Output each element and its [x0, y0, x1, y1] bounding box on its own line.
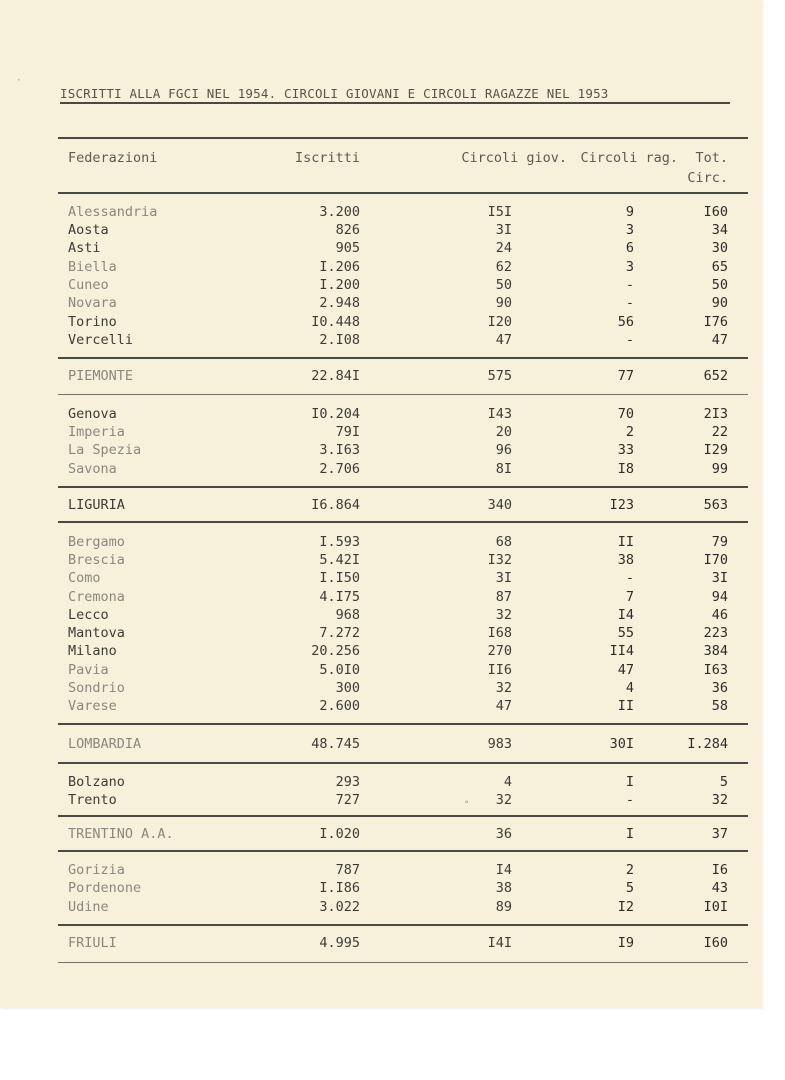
circoli-giovani-cell: I20 [487, 314, 512, 330]
iscritti-cell: I0.448 [311, 314, 360, 330]
totale-circoli-cell: 50 [711, 277, 728, 293]
totale-circoli-cell: 22 [711, 424, 728, 440]
federazione-cell: LOMBARDIA [68, 736, 142, 752]
table-row [0, 295, 762, 313]
federazione-cell: Gorizia [68, 862, 125, 878]
circoli-ragazze-cell: II4 [609, 643, 634, 659]
section-rule [58, 357, 748, 359]
circoli-ragazze-cell: 6 [625, 240, 634, 256]
totale-circoli-cell: 563 [703, 497, 728, 513]
totale-circoli-cell: 34 [711, 222, 728, 238]
section-rule [58, 486, 748, 488]
table-top-rule [58, 137, 748, 139]
header-circoli-giovani: Circoli giov. [461, 150, 567, 166]
federazione-cell: Sondrio [68, 680, 125, 696]
circoli-ragazze-cell: 30I [609, 736, 634, 752]
table-row [0, 607, 762, 625]
iscritti-cell: 7.272 [319, 625, 360, 641]
header-federazioni: Federazioni [68, 150, 158, 166]
iscritti-cell: 968 [335, 607, 360, 623]
iscritti-cell: I6.864 [311, 497, 360, 513]
circoli-giovani-cell: 62 [495, 259, 512, 275]
circoli-ragazze-cell: - [625, 792, 634, 808]
circoli-giovani-cell: 983 [487, 736, 512, 752]
circoli-ragazze-cell: - [625, 332, 634, 348]
iscritti-cell: 4.995 [319, 935, 360, 951]
iscritti-cell: I.206 [319, 259, 360, 275]
totale-circoli-cell: 65 [711, 259, 728, 275]
section-rule [58, 924, 748, 926]
circoli-ragazze-cell: 2 [625, 862, 634, 878]
section-rule [58, 762, 748, 764]
circoli-giovani-cell: 47 [495, 332, 512, 348]
totale-circoli-cell: 652 [703, 368, 728, 384]
iscritti-cell: I.I50 [319, 570, 360, 586]
paper-speck: ° [464, 800, 470, 810]
circoli-giovani-cell: 36 [495, 826, 512, 842]
circoli-giovani-cell: 96 [495, 442, 512, 458]
circoli-ragazze-cell: 56 [617, 314, 634, 330]
iscritti-cell: 826 [335, 222, 360, 238]
table-bottom-rule [58, 962, 748, 963]
paper-speck: · [16, 76, 22, 86]
totale-circoli-cell: 94 [711, 589, 728, 605]
federazione-cell: FRIULI [68, 935, 117, 951]
federazione-cell: Biella [68, 259, 117, 275]
iscritti-cell: I0.204 [311, 406, 360, 422]
federazione-cell: Alessandria [68, 204, 158, 220]
circoli-ragazze-cell: 3 [625, 222, 634, 238]
totale-circoli-cell: 2I3 [703, 406, 728, 422]
circoli-ragazze-cell: 5 [625, 880, 634, 896]
table-row [0, 534, 762, 552]
totale-circoli-cell: I70 [703, 552, 728, 568]
circoli-giovani-cell: 24 [495, 240, 512, 256]
federazione-cell: La Spezia [68, 442, 142, 458]
document-title: ISCRITTI ALLA FGCI NEL 1954. CIRCOLI GIOVANI E CIRCOLI RAGAZZE NEL 1953 [60, 86, 609, 101]
table-row [0, 662, 762, 680]
iscritti-cell: 2.948 [319, 295, 360, 311]
table-row [0, 406, 762, 424]
table-row [0, 792, 762, 810]
iscritti-cell: 5.0I0 [319, 662, 360, 678]
table-row [0, 461, 762, 479]
circoli-ragazze-cell: 77 [617, 368, 634, 384]
totale-circoli-cell: I0I [703, 899, 728, 915]
circoli-ragazze-cell: 3 [625, 259, 634, 275]
totale-circoli-cell: 58 [711, 698, 728, 714]
circoli-giovani-cell: 50 [495, 277, 512, 293]
totale-circoli-cell: 36 [711, 680, 728, 696]
federazione-cell: Mantova [68, 625, 125, 641]
title-underline [60, 102, 730, 104]
federazione-cell: Asti [68, 240, 101, 256]
circoli-giovani-cell: 4 [503, 774, 512, 790]
federazione-cell: Savona [68, 461, 117, 477]
totale-circoli-cell: 3I [711, 570, 728, 586]
iscritti-cell: 727 [335, 792, 360, 808]
federazione-cell: Pordenone [68, 880, 142, 896]
federazione-cell: Bergamo [68, 534, 125, 550]
header-circoli-ragazze: Circoli rag. [580, 150, 678, 166]
circoli-giovani-cell: 575 [487, 368, 512, 384]
table-row [0, 332, 762, 350]
federazione-cell: Genova [68, 406, 117, 422]
table-row [0, 880, 762, 898]
iscritti-cell: 4.I75 [319, 589, 360, 605]
section-rule [58, 521, 748, 523]
circoli-ragazze-cell: - [625, 570, 634, 586]
circoli-giovani-cell: 68 [495, 534, 512, 550]
iscritti-cell: 3.I63 [319, 442, 360, 458]
iscritti-cell: 20.256 [311, 643, 360, 659]
federazione-cell: Cremona [68, 589, 125, 605]
circoli-giovani-cell: II6 [487, 662, 512, 678]
federazione-cell: PIEMONTE [68, 368, 134, 384]
totale-circoli-cell: 79 [711, 534, 728, 550]
region-total-row [0, 368, 762, 386]
iscritti-cell: 5.42I [319, 552, 360, 568]
federazione-cell: Udine [68, 899, 109, 915]
circoli-ragazze-cell: I9 [617, 935, 634, 951]
circoli-giovani-cell: 3I [495, 222, 512, 238]
iscritti-cell: 905 [335, 240, 360, 256]
circoli-giovani-cell: 8I [495, 461, 512, 477]
federazione-cell: Brescia [68, 552, 125, 568]
totale-circoli-cell: I60 [703, 935, 728, 951]
circoli-ragazze-cell: 33 [617, 442, 634, 458]
circoli-ragazze-cell: 4 [625, 680, 634, 696]
circoli-giovani-cell: 270 [487, 643, 512, 659]
federazione-cell: TRENTINO A.A. [68, 826, 174, 842]
table-row [0, 570, 762, 588]
circoli-ragazze-cell: I8 [617, 461, 634, 477]
circoli-giovani-cell: I4 [495, 862, 512, 878]
totale-circoli-cell: 99 [711, 461, 728, 477]
table-row [0, 625, 762, 643]
totale-circoli-cell: 384 [703, 643, 728, 659]
circoli-giovani-cell: 32 [495, 792, 512, 808]
federazione-cell: Como [68, 570, 101, 586]
iscritti-cell: 293 [335, 774, 360, 790]
iscritti-cell: 300 [335, 680, 360, 696]
totale-circoli-cell: 37 [711, 826, 728, 842]
header-iscritti: Iscritti [294, 150, 360, 166]
section-rule [58, 850, 748, 852]
circoli-ragazze-cell: 38 [617, 552, 634, 568]
iscritti-cell: 22.84I [311, 368, 360, 384]
circoli-ragazze-cell: I [625, 774, 634, 790]
iscritti-cell: I.593 [319, 534, 360, 550]
circoli-ragazze-cell: 9 [625, 204, 634, 220]
iscritti-cell: 2.I08 [319, 332, 360, 348]
iscritti-cell: 3.022 [319, 899, 360, 915]
table-row [0, 774, 762, 792]
totale-circoli-cell: I60 [703, 204, 728, 220]
region-total-row [0, 935, 762, 953]
federazione-cell: Varese [68, 698, 117, 714]
federazione-cell: Torino [68, 314, 117, 330]
circoli-ragazze-cell: 7 [625, 589, 634, 605]
section-rule [58, 815, 748, 817]
totale-circoli-cell: 46 [711, 607, 728, 623]
federazione-cell: Bolzano [68, 774, 125, 790]
circoli-giovani-cell: I68 [487, 625, 512, 641]
circoli-ragazze-cell: 70 [617, 406, 634, 422]
circoli-giovani-cell: I4I [487, 935, 512, 951]
totale-circoli-cell: 47 [711, 332, 728, 348]
circoli-ragazze-cell: I2 [617, 899, 634, 915]
federazione-cell: Lecco [68, 607, 109, 623]
iscritti-cell: 2.706 [319, 461, 360, 477]
circoli-giovani-cell: 38 [495, 880, 512, 896]
circoli-giovani-cell: 20 [495, 424, 512, 440]
table-row [0, 680, 762, 698]
totale-circoli-cell: 30 [711, 240, 728, 256]
totale-circoli-cell: I.284 [687, 736, 728, 752]
header-bottom-rule [58, 192, 748, 194]
totale-circoli-cell: I63 [703, 662, 728, 678]
table-row [0, 314, 762, 332]
circoli-ragazze-cell: I4 [617, 607, 634, 623]
totale-circoli-cell: 43 [711, 880, 728, 896]
circoli-giovani-cell: 89 [495, 899, 512, 915]
region-total-row [0, 497, 762, 515]
circoli-giovani-cell: 90 [495, 295, 512, 311]
table-row [0, 442, 762, 460]
federazione-cell: LIGURIA [68, 497, 125, 513]
federazione-cell: Pavia [68, 662, 109, 678]
table-row [0, 589, 762, 607]
iscritti-cell: 48.745 [311, 736, 360, 752]
table-row [0, 204, 762, 222]
table-row [0, 240, 762, 258]
circoli-giovani-cell: I5I [487, 204, 512, 220]
federazione-cell: Cuneo [68, 277, 109, 293]
federazione-cell: Imperia [68, 424, 125, 440]
table-row [0, 698, 762, 716]
table-row [0, 899, 762, 917]
circoli-giovani-cell: 340 [487, 497, 512, 513]
circoli-ragazze-cell: - [625, 277, 634, 293]
totale-circoli-cell: I6 [711, 862, 728, 878]
iscritti-cell: 79I [335, 424, 360, 440]
circoli-ragazze-cell: - [625, 295, 634, 311]
region-total-row [0, 736, 762, 754]
iscritti-cell: 2.600 [319, 698, 360, 714]
circoli-ragazze-cell: I [625, 826, 634, 842]
table-row [0, 552, 762, 570]
federazione-cell: Trento [68, 792, 117, 808]
iscritti-cell: 3.200 [319, 204, 360, 220]
table-row [0, 259, 762, 277]
section-rule [58, 723, 748, 725]
circoli-giovani-cell: I43 [487, 406, 512, 422]
circoli-giovani-cell: 47 [495, 698, 512, 714]
circoli-ragazze-cell: 47 [617, 662, 634, 678]
iscritti-cell: I.020 [319, 826, 360, 842]
totale-circoli-cell: 5 [719, 774, 728, 790]
circoli-ragazze-cell: II [617, 534, 634, 550]
header-totale-line2: Circ. [687, 170, 728, 186]
iscritti-cell: I.200 [319, 277, 360, 293]
table-row [0, 862, 762, 880]
circoli-ragazze-cell: II [617, 698, 634, 714]
circoli-giovani-cell: 32 [495, 680, 512, 696]
circoli-giovani-cell: I32 [487, 552, 512, 568]
totale-circoli-cell: I76 [703, 314, 728, 330]
circoli-ragazze-cell: 55 [617, 625, 634, 641]
circoli-giovani-cell: 87 [495, 589, 512, 605]
totale-circoli-cell: 32 [711, 792, 728, 808]
table-row [0, 277, 762, 295]
totale-circoli-cell: I29 [703, 442, 728, 458]
circoli-giovani-cell: 3I [495, 570, 512, 586]
circoli-ragazze-cell: 2 [625, 424, 634, 440]
table-header [0, 150, 762, 168]
table-row [0, 222, 762, 240]
totale-circoli-cell: 223 [703, 625, 728, 641]
section-rule [58, 394, 748, 395]
circoli-giovani-cell: 32 [495, 607, 512, 623]
federazione-cell: Aosta [68, 222, 109, 238]
region-total-row [0, 826, 762, 844]
header-totale: Tot. [695, 150, 728, 166]
federazione-cell: Milano [68, 643, 117, 659]
federazione-cell: Novara [68, 295, 117, 311]
totale-circoli-cell: 90 [711, 295, 728, 311]
table-row [0, 643, 762, 661]
circoli-ragazze-cell: I23 [609, 497, 634, 513]
table-row [0, 424, 762, 442]
iscritti-cell: I.I86 [319, 880, 360, 896]
iscritti-cell: 787 [335, 862, 360, 878]
federazione-cell: Vercelli [68, 332, 134, 348]
